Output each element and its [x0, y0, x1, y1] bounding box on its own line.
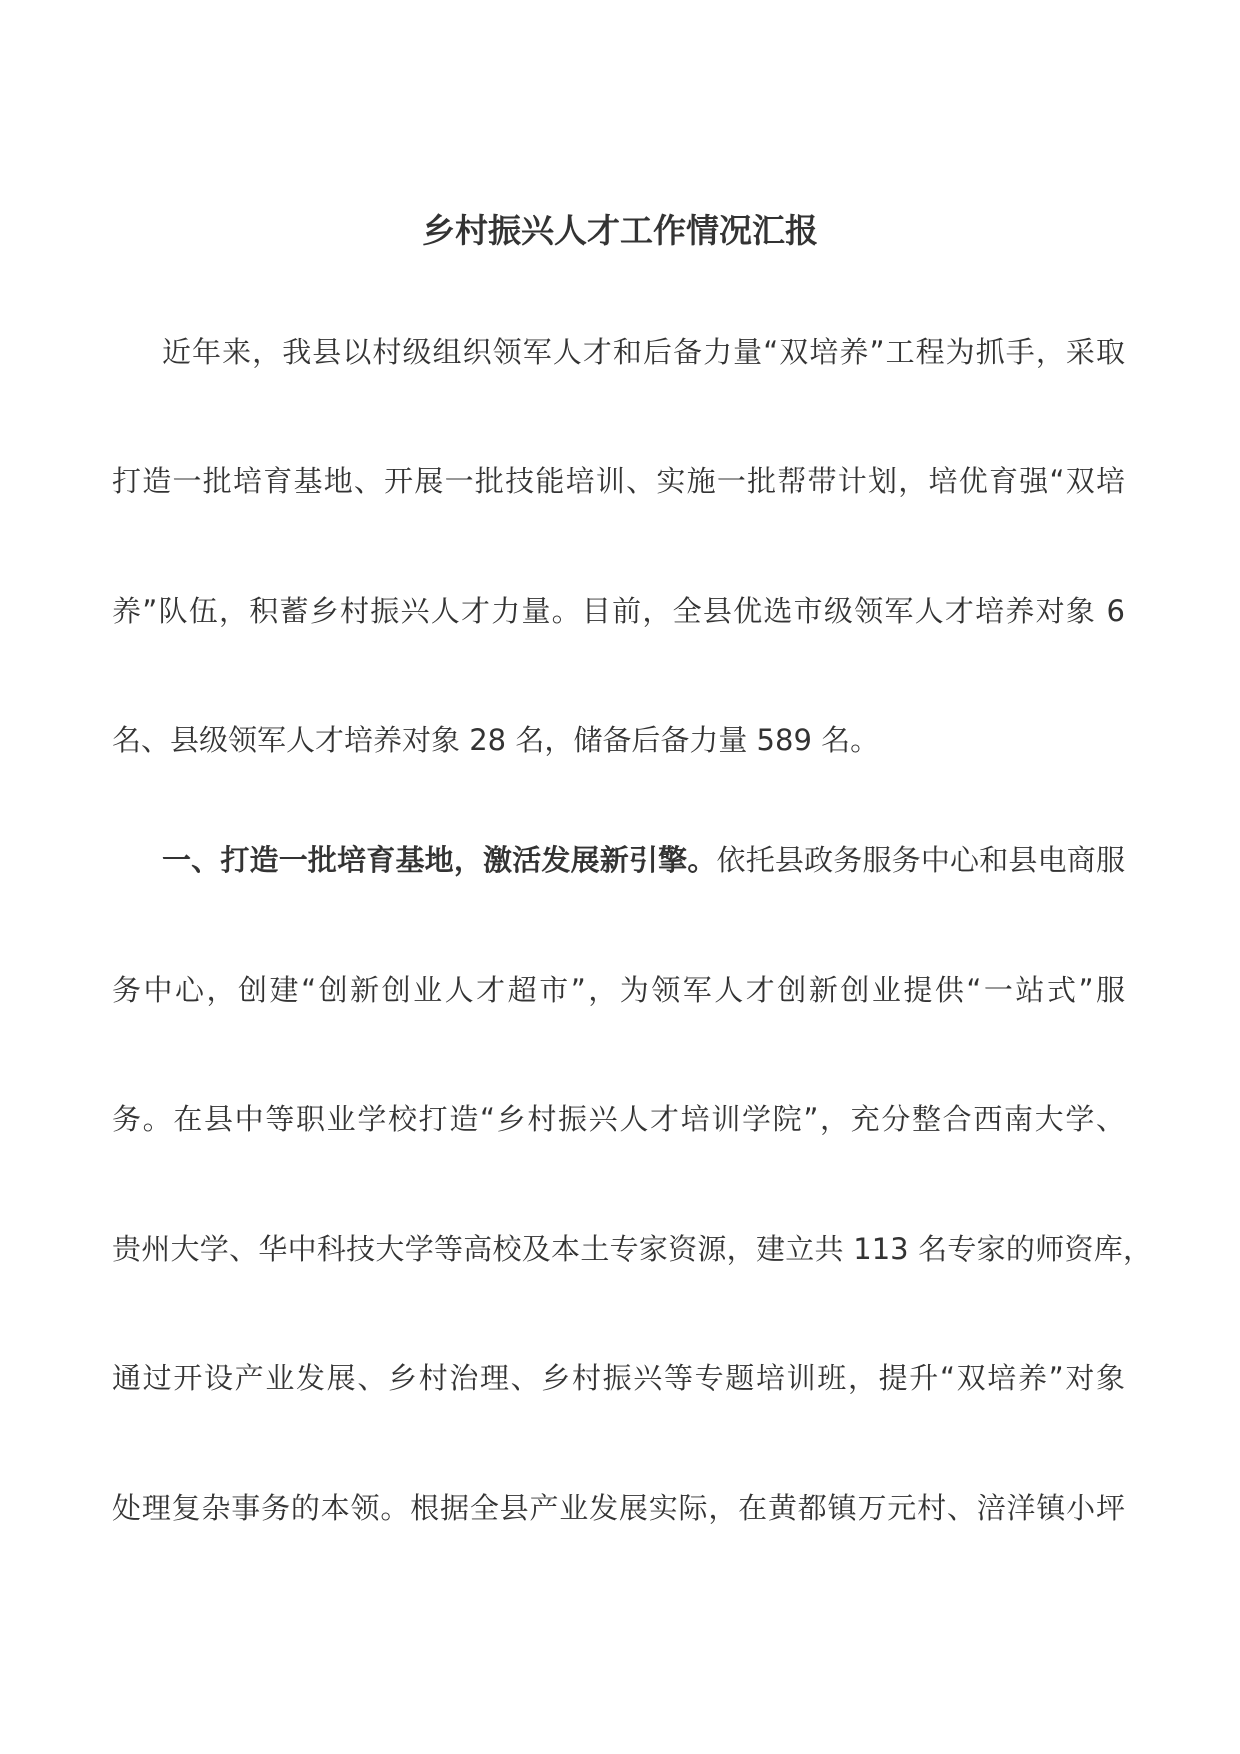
paragraph-line: 处理复杂事务的本领。根据全县产业发展实际，在黄都镇万元村、涪洋镇小坪 — [112, 1491, 1125, 1525]
paragraph-text: 依托县政务服务中心和县电商服 — [716, 843, 1125, 877]
paragraph-line: 务。在县中等职业学校打造“乡村振兴人才培训学院”，充分整合西南大学、 — [112, 1102, 1125, 1136]
paragraph-line: 打造一批培育基地、开展一批技能培训、实施一批帮带计划，培优育强“双培 — [112, 464, 1125, 498]
paragraph-line: 贵州大学、华中科技大学等高校及本土专家资源，建立共 113 名专家的师资库， — [112, 1232, 1152, 1266]
paragraph-line: 近年来，我县以村级组织领军人才和后备力量“双培养”工程为抓手，采取 — [162, 335, 1125, 369]
paragraph-line: 名、县级领军人才培养对象 28 名，储备后备力量 589 名。 — [112, 723, 880, 757]
section-heading-line — [162, 840, 1125, 880]
paragraph-line: 养”队伍，积蓄乡村振兴人才力量。目前，全县优选市级领军人才培养对象 6 — [112, 594, 1125, 628]
document-title: 乡村振兴人才工作情况汇报 — [422, 211, 818, 250]
paragraph-line: 务中心，创建“创新创业人才超市”，为领军人才创新创业提供“一站式”服 — [112, 973, 1125, 1007]
section-heading: 一、打造一批培育基地，激活发展新引擎。 — [162, 843, 717, 877]
paragraph-line: 通过开设产业发展、乡村治理、乡村振兴等专题培训班，提升“双培养”对象 — [112, 1361, 1125, 1395]
